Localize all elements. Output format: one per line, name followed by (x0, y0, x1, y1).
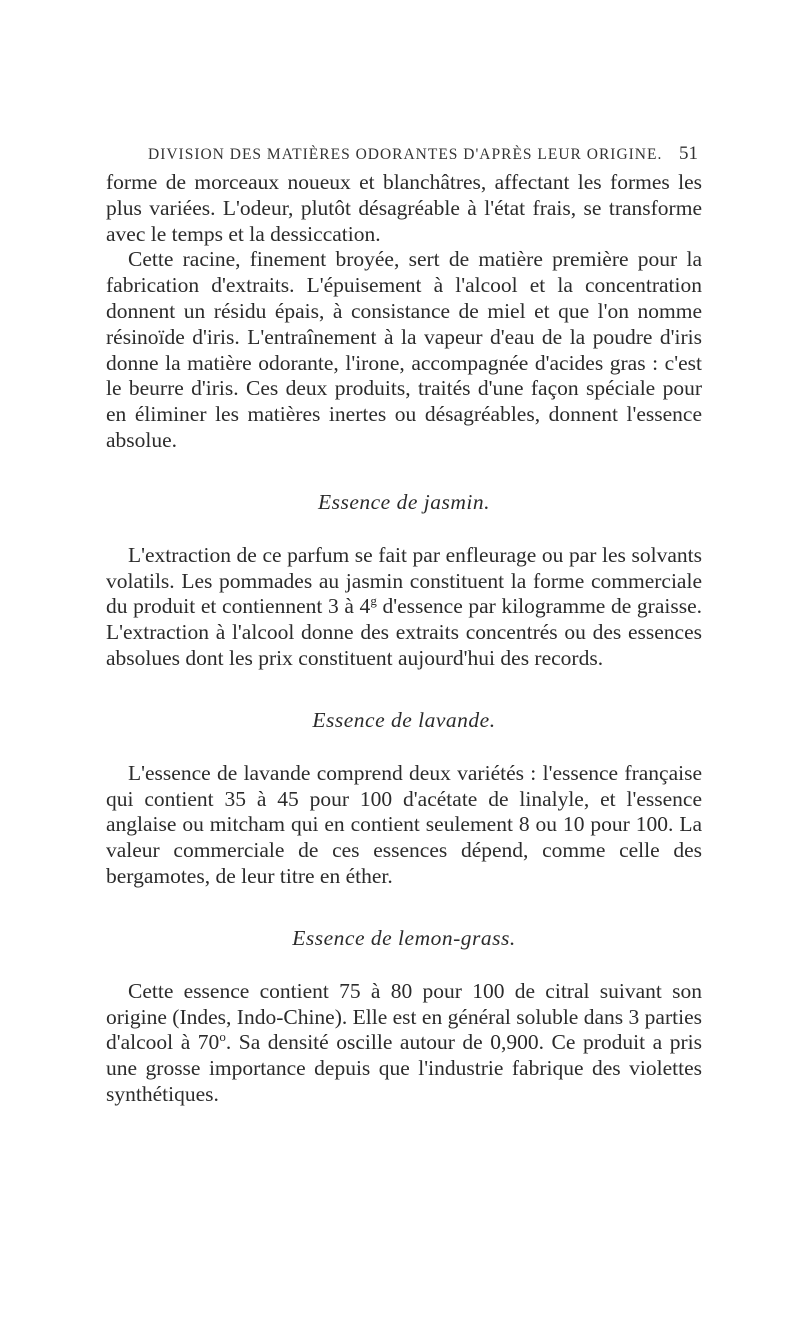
paragraph-lemon-grass-text-a: Cette essence contient 75 à 80 pour 100 de citral suivant son origine (Indes, Indo-Chine). Elle est en général soluble dans 3 parties d'alcool à 70 (106, 978, 702, 1055)
page-number: 51 (679, 143, 698, 164)
paragraph-lemon-grass (106, 979, 702, 1108)
heading-essence-lemon-grass: Essence de lemon-grass. (292, 925, 516, 950)
book-page (106, 140, 702, 1108)
paragraph-iris-extraction: Cette racine, finement broyée, sert de matière première pour la fabrication d'extraits. L'épuisement à l'alcool et la concentration donnent un résidu épais, à consistance de miel et que l'on nomme résinoïde d'iris. L'entraînement à la vapeur d'eau de la poudre d'iris donne la matière odorante, l'irone, accompagnée d'acides gras : c'est le beurre d'iris. Ces deux produits, traités d'une façon spéciale pour en éliminer les matières inertes ou désagréables, donnent l'essence absolue. (106, 247, 702, 452)
heading-essence-jasmin: Essence de jasmin. (317, 489, 490, 514)
degree-superscript: o (219, 1029, 226, 1045)
paragraph-lemon-grass-text-b: . Sa densité oscille autour de 0,900. Ce produit a pris une grosse importance depuis que l'industrie fabrique des violettes synthétiques. (106, 1030, 702, 1106)
paragraph-jasmin (106, 543, 702, 672)
running-title: DIVISION DES MATIÈRES ODORANTES D'APRÈS LEUR ORIGINE. (148, 146, 663, 163)
paragraph-lavande: L'essence de lavande comprend deux variétés : l'essence française qui contient 35 à 45 pour 100 d'acétate de linalyle, et l'essence anglaise ou mitcham qui en contient seulement 8 ou 10 pour 100. La valeur commerciale de ces essences dépend, comme celle des bergamotes, de leur titre en éther. (106, 760, 702, 888)
running-head (106, 140, 702, 170)
gram-superscript: g (370, 593, 377, 609)
paragraph-jasmin-text-b: d'essence par kilogramme de graisse. L'extraction à l'alcool donne des extraits concentrés ou des essences absolues dont les prix constituent aujourd'hui des records. (106, 594, 702, 670)
paragraph-iris-description: forme de morceaux noueux et blanchâtres, affectant les formes les plus variées. L'odeur, plutôt désagréable à l'état frais, se transforme avec le temps et la dessiccation. (106, 170, 702, 246)
heading-essence-lavande: Essence de lavande. (312, 707, 496, 732)
paragraph-jasmin-text-a: L'extraction de ce parfum se fait par enfleurage ou par les solvants volatils. Les pommades au jasmin constituent la forme commerciale du produit et contiennent 3 à 4 (106, 542, 702, 619)
